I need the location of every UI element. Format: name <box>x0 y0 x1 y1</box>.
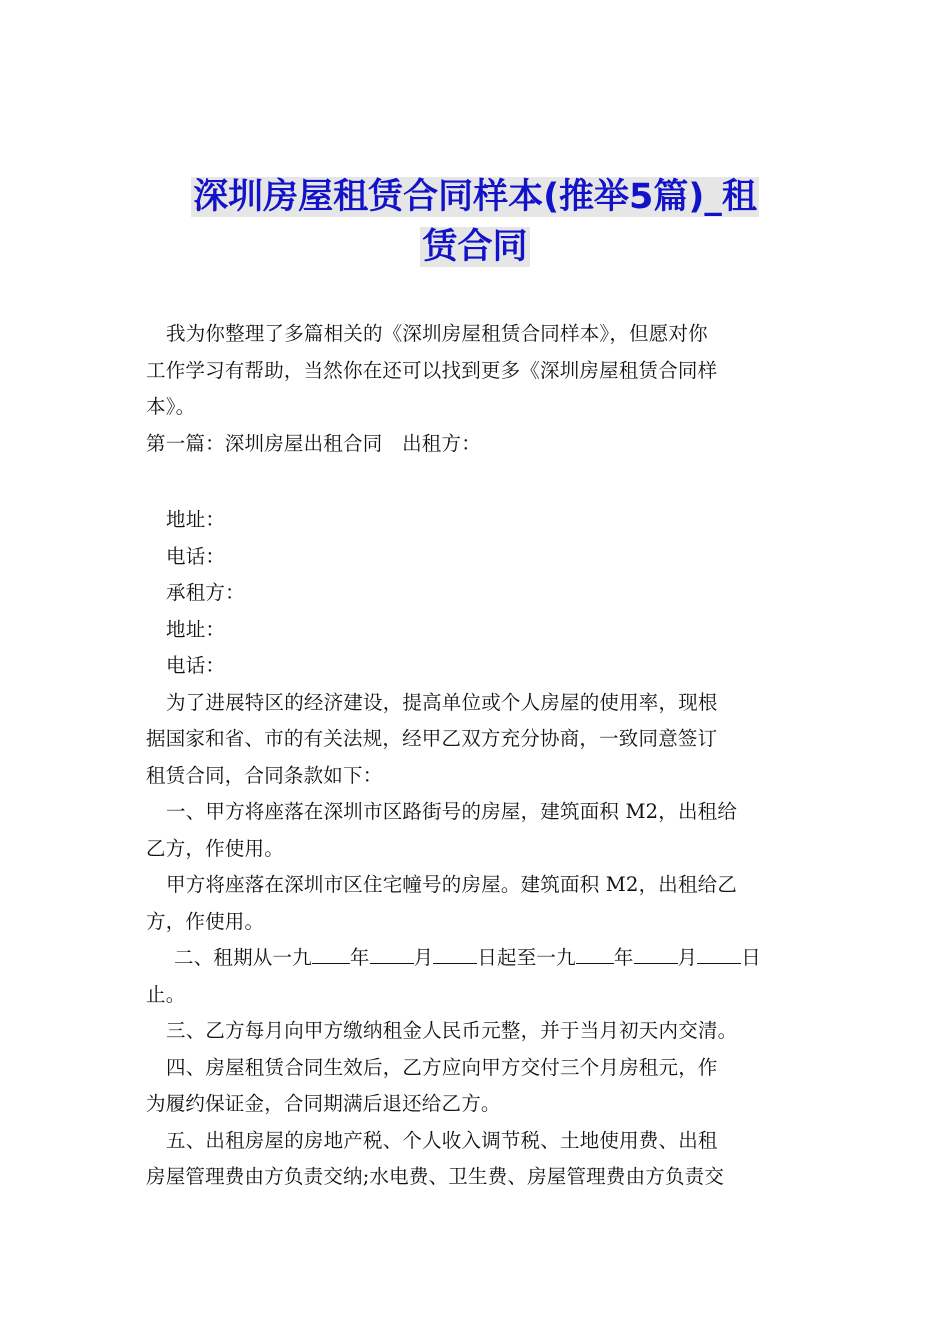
clause-4-line-2: 为履约保证金，合同期满后退还给乙方。 <box>146 1092 501 1115</box>
clause-2-text-1: 二、租期从一九 <box>174 946 312 969</box>
blank-field <box>697 943 741 964</box>
lessor-phone-label: 电话： <box>166 544 226 568</box>
intro-line-3: 本》。 <box>146 395 196 418</box>
clause-5-line-1: 五、出租房屋的房地产税、个人收入调节税、土地使用费、出租 <box>166 1128 718 1152</box>
clause-2-text-5: 年 <box>613 946 634 969</box>
purpose-line-2: 据国家和省、市的有关法规，经甲乙双方充分协商，一致同意签订 <box>146 727 718 750</box>
clause-5-line-2: 房屋管理费由方负责交纳;水电费、卫生费、房屋管理费由方负责交 <box>146 1165 725 1188</box>
clause-1b-line-1: 甲方将座落在深圳市区住宅幢号的房屋。建筑面积 M2，出租给乙 <box>166 873 738 896</box>
clause-2-line-2: 止。 <box>146 982 186 1006</box>
blank-field <box>370 943 414 964</box>
lessor-address-label: 地址： <box>166 508 226 531</box>
lessee-phone-label: 电话： <box>166 654 226 677</box>
intro-line-2: 工作学习有帮助，当然你在还可以找到更多《深圳房屋租赁合同样 <box>146 358 718 382</box>
clause-2-line-1 <box>146 940 814 977</box>
section1-heading: 第一篇：深圳房屋出租合同 出租方： <box>146 431 481 455</box>
clause-2-text-2: 年 <box>349 946 370 969</box>
blank-field <box>634 943 678 964</box>
clause-2-text-6: 月 <box>677 946 698 969</box>
document-body <box>146 316 814 1196</box>
clause-1-line-1: 一、甲方将座落在深圳市区路街号的房屋，建筑面积 M2，出租给 <box>166 800 738 823</box>
title-line-1: 深圳房屋租赁合同样本(推举5篇)_租 <box>193 177 757 217</box>
title-line-2: 赁合同 <box>422 227 528 267</box>
clause-4-line-1: 四、房屋租赁合同生效后，乙方应向甲方交付三个月房租元，作 <box>166 1055 718 1079</box>
purpose-line-1: 为了进展特区的经济建设，提高单位或个人房屋的使用率，现根 <box>166 690 718 714</box>
document-title <box>80 172 870 272</box>
lessee-label: 承租方： <box>166 581 245 604</box>
blank-field <box>576 943 614 964</box>
intro-line-1: 我为你整理了多篇相关的《深圳房屋租赁合同样本》，但愿对你 <box>166 322 708 345</box>
blank-field <box>312 943 350 964</box>
blank-field <box>433 943 477 964</box>
clause-2-text-4: 日起至一九 <box>477 946 576 969</box>
purpose-line-3: 租赁合同，合同条款如下： <box>146 763 383 787</box>
clause-1-line-2: 乙方，作使用。 <box>146 836 284 860</box>
clause-2-text-3: 月 <box>413 946 434 969</box>
lessee-address-label: 地址： <box>166 617 226 641</box>
clause-1b-line-2: 方，作使用。 <box>146 909 265 933</box>
clause-2-text-7: 日 <box>741 946 761 969</box>
clause-3-line-1: 三、乙方每月向甲方缴纳租金人民币元整，并于当月初天内交清。 <box>166 1019 738 1042</box>
spacer <box>146 462 814 502</box>
